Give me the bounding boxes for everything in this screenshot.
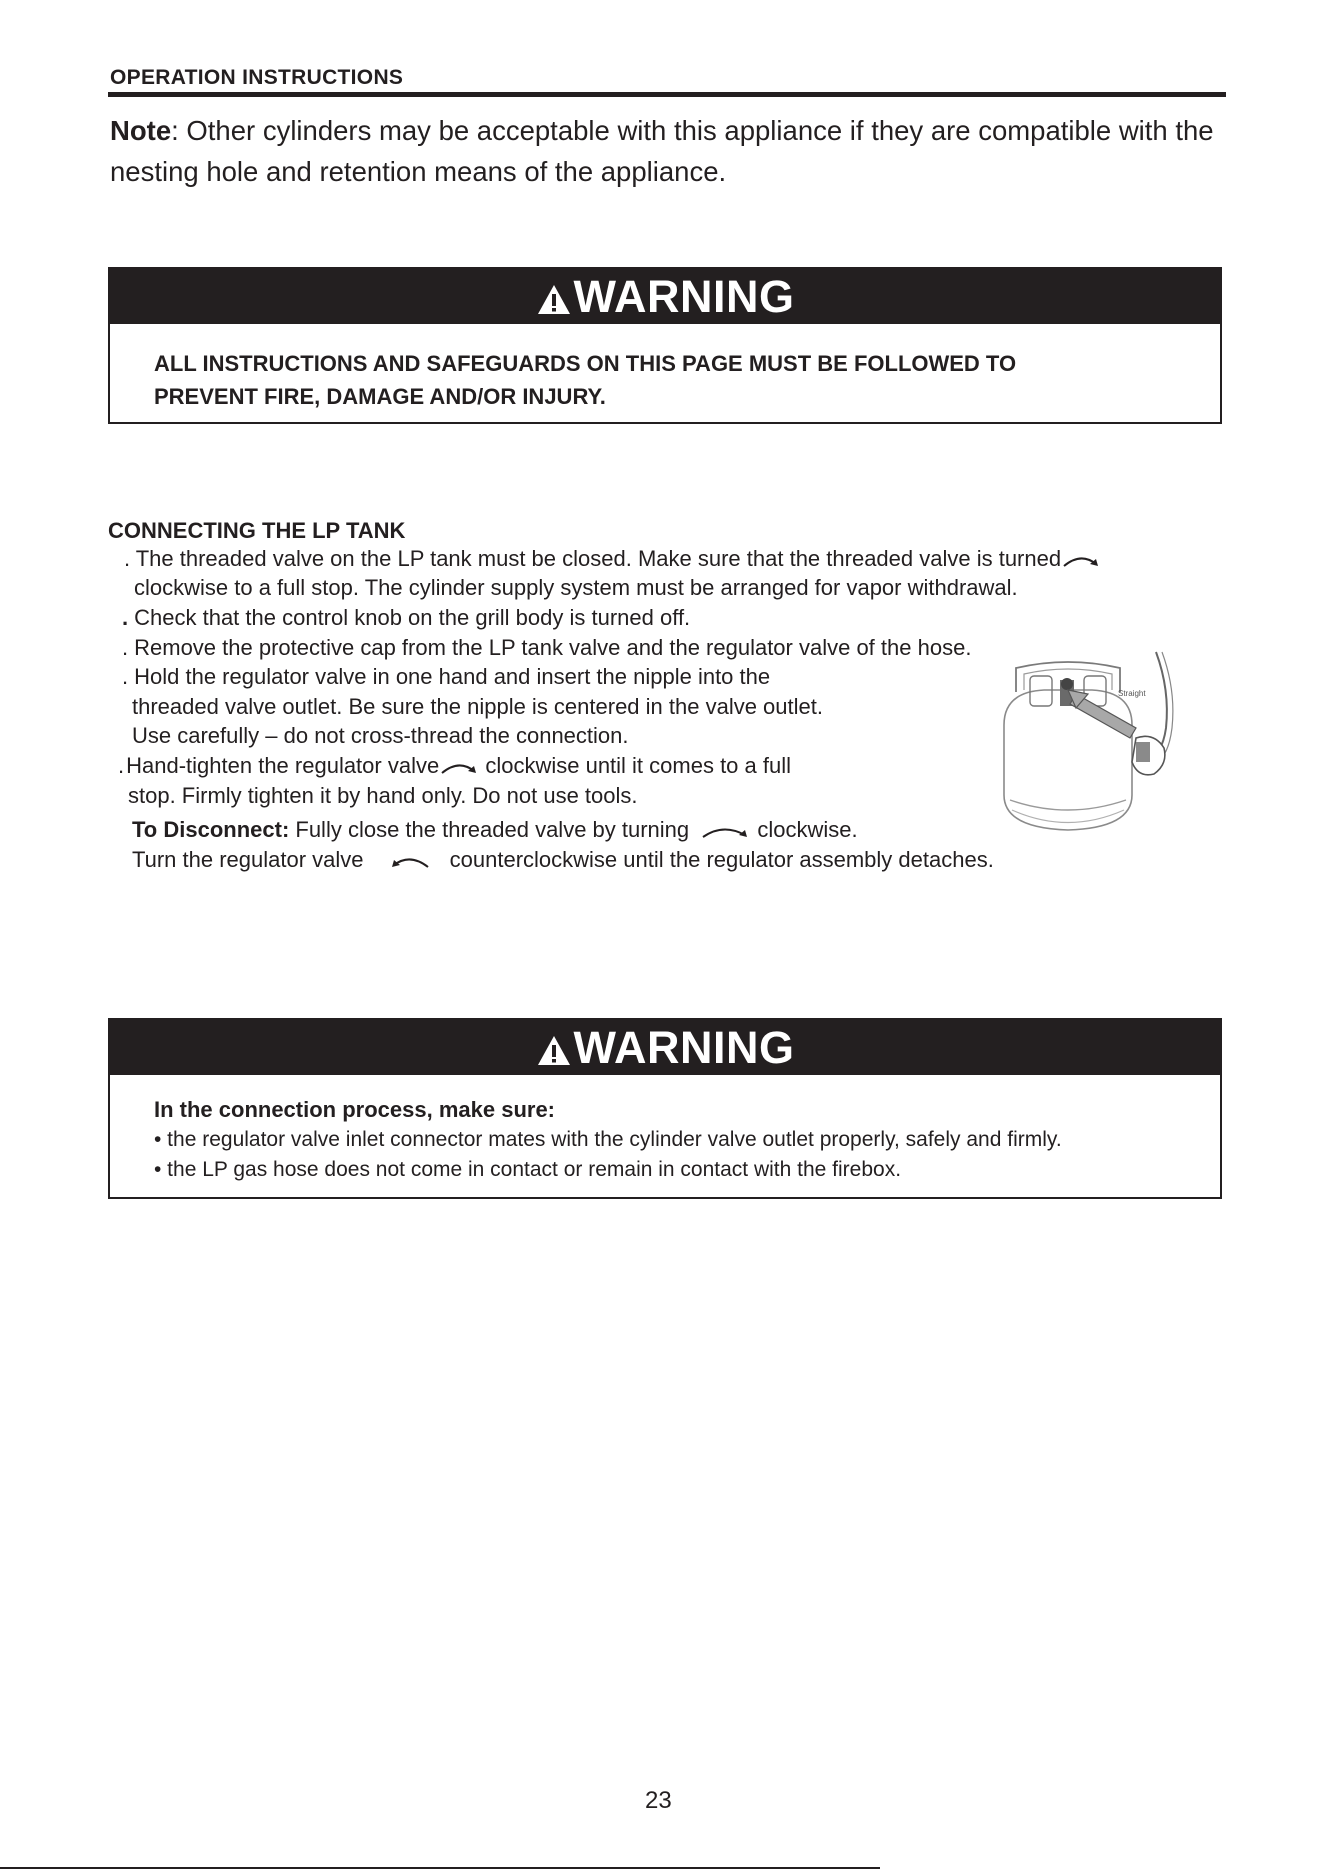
step1-line1: . The threaded valve on the LP tank must be closed. Make sure that the threaded valve is turned [132,546,1101,572]
warning-heading: WARNING [573,1022,795,1073]
page-number: 23 [645,1787,672,1814]
clockwise-arrow-icon [439,757,479,777]
step-text: counterclockwise until the regulator assembly detaches. [449,847,994,872]
disconnect-label: To Disconnect: [132,817,290,842]
step1-line2: clockwise to a full stop. The cylinder supply system must be arranged for vapor withdrawal. [134,575,1018,600]
disconnect-line2 [132,847,994,873]
warning-text-line: PREVENT FIRE, DAMAGE AND/OR INJURY. [154,384,606,409]
step-text: The threaded valve on the LP tank must be closed. Make sure that the threaded valve is turned [135,546,1062,571]
clockwise-arrow-icon [1061,550,1101,570]
step4-line3: Use carefully – do not cross-thread the connection. [132,723,629,748]
warning-heading: WARNING [573,271,795,322]
warning-bullet: • the regulator valve inlet connector mates with the cylinder valve outlet properly, safely and firmly. [154,1128,1062,1151]
step4-line2: threaded valve outlet. Be sure the nipple is centered in the valve outlet. [132,694,823,719]
lp-tank-illustration [996,650,1206,850]
disconnect-line1 [132,817,858,843]
straight-label: Straight [1118,689,1146,698]
step5-line2: stop. Firmly tighten it by hand only. Do not use tools. [128,783,638,808]
warning-triangle-icon [536,283,572,316]
step-text: clockwise until it comes to a full [479,753,791,778]
counterclockwise-arrow-icon [370,851,450,871]
bottom-rule [0,1867,880,1869]
warning-triangle-icon [536,1034,572,1067]
connecting-title: CONNECTING THE LP TANK [108,518,406,543]
warning-header [110,269,1220,324]
step-text: clockwise. [751,817,858,842]
warning-header [110,1020,1220,1075]
step-text: Hold the regulator valve in one hand and insert the nipple into the [134,664,771,689]
step-text: Check that the control knob on the grill body is turned off. [134,605,691,630]
note-label: Note [110,115,172,146]
step-text: Turn the regulator valve [132,847,364,872]
warning-bullet: • the LP gas hose does not come in contact or remain in contact with the firebox. [154,1158,902,1181]
section-title: OPERATION INSTRUCTIONS [110,66,404,89]
step-text: Hand-tighten the regulator valve [126,753,440,778]
step5-line1: .Hand-tighten the regulator valve clockwise until it comes to a full [118,753,791,778]
step-text: Remove the protective cap from the LP tank valve and the regulator valve of the hose. [134,635,972,660]
warning-subheading: In the connection process, make sure: [154,1097,556,1122]
note-paragraph [110,110,1230,192]
step4-line1: . Hold the regulator valve in one hand and insert the nipple into the [122,664,771,689]
step3-line: . Remove the protective cap from the LP tank valve and the regulator valve of the hose. [122,635,972,660]
clockwise-arrow-icon [695,821,751,841]
step-text: Fully close the threaded valve by turning [289,817,690,842]
warning-box-general [108,267,1222,424]
warning-text [110,324,1220,413]
title-rule [108,92,1226,97]
warning-box-connection [108,1018,1222,1199]
step2-line: . Check that the control knob on the grill body is turned off. [122,605,691,630]
warning-text-line: ALL INSTRUCTIONS AND SAFEGUARDS ON THIS PAGE MUST BE FOLLOWED TO [154,351,1017,376]
note-text: : Other cylinders may be acceptable with this appliance if they are compatible with the nesting hole and retention means of the appliance. [110,115,1214,187]
